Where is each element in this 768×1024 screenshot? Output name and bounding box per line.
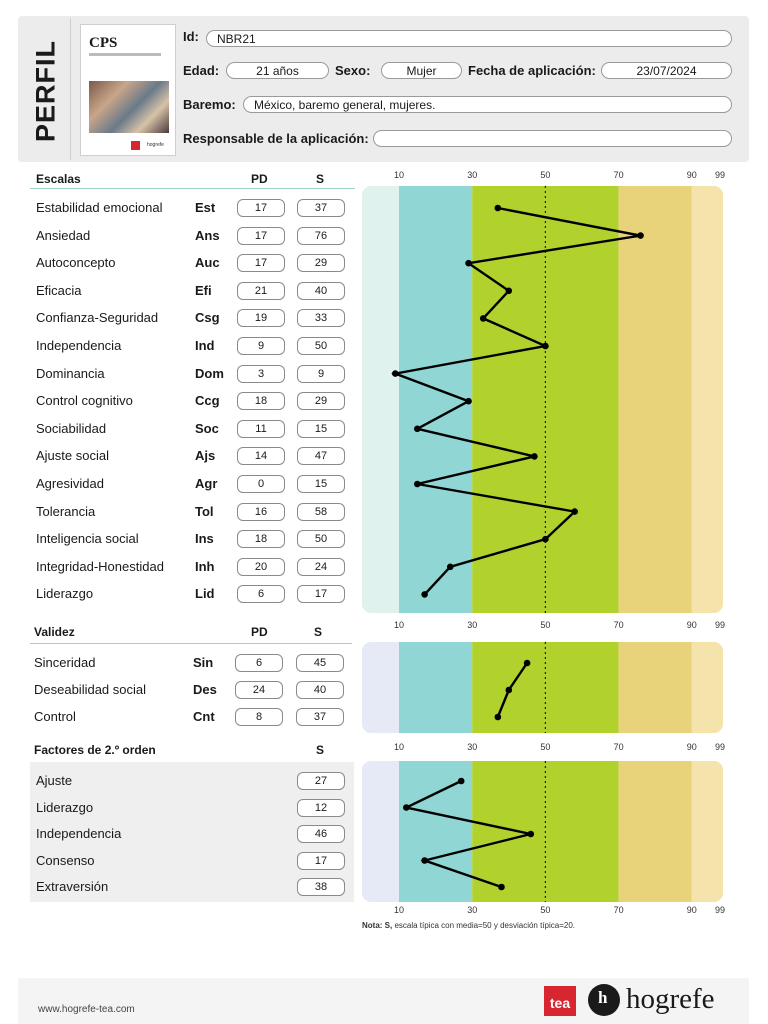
escala-name: Estabilidad emocional bbox=[36, 200, 163, 215]
validez-s[interactable]: 37 bbox=[296, 708, 344, 726]
escala-abbr: Efi bbox=[195, 282, 212, 298]
validez-col-s: S bbox=[314, 625, 323, 639]
escalas-point bbox=[414, 426, 421, 433]
escalas-point bbox=[447, 564, 454, 571]
factores-bottom-tick-label: 99 bbox=[714, 905, 726, 915]
escala-pd[interactable]: 17 bbox=[237, 227, 285, 245]
escala-abbr: Ind bbox=[195, 338, 215, 353]
factor-s[interactable]: 17 bbox=[297, 852, 345, 870]
cover-hogrefe-logo: hogrefe bbox=[147, 142, 164, 148]
factores-bottom-tick-label: 50 bbox=[540, 905, 551, 915]
perfil-side-title: PERFIL bbox=[30, 39, 61, 143]
edad-field[interactable]: 21 años bbox=[226, 62, 329, 79]
escala-pd[interactable]: 3 bbox=[237, 365, 285, 383]
validez-point bbox=[524, 660, 531, 667]
cover-title: CPS bbox=[89, 35, 118, 51]
escala-pd[interactable]: 18 bbox=[237, 392, 285, 410]
escalas-point bbox=[480, 315, 487, 322]
escalas-point bbox=[531, 453, 538, 460]
escala-pd[interactable]: 19 bbox=[237, 309, 285, 327]
escalas-point bbox=[414, 481, 421, 488]
nota-bold: Nota: S, bbox=[362, 921, 393, 930]
escala-abbr: Ins bbox=[195, 531, 214, 547]
factor-name: Liderazgo bbox=[36, 799, 94, 815]
escala-abbr: Dom bbox=[195, 365, 224, 381]
escala-pd[interactable]: 6 bbox=[237, 585, 285, 603]
escala-s[interactable]: 15 bbox=[297, 420, 345, 438]
baremo-label: Baremo: bbox=[183, 97, 236, 112]
id-field[interactable]: NBR21 bbox=[206, 30, 732, 47]
validez-point bbox=[506, 687, 513, 694]
escalas-top-tick-label: 30 bbox=[467, 170, 478, 180]
escala-abbr: Est bbox=[195, 200, 216, 215]
escala-pd[interactable]: 17 bbox=[237, 199, 285, 217]
escala-pd[interactable]: 14 bbox=[237, 447, 285, 465]
escala-name: Integridad-Honestidad bbox=[36, 558, 164, 574]
factores-bottom-tick-label: 10 bbox=[393, 905, 405, 915]
responsable-label: Responsable de la aplicación: bbox=[183, 131, 369, 146]
tea-logo: tea bbox=[544, 986, 576, 1016]
factores-bands bbox=[362, 761, 723, 902]
escala-abbr: Inh bbox=[195, 558, 215, 574]
escalas-band-very-high bbox=[692, 186, 723, 613]
escala-name: Liderazgo bbox=[36, 586, 94, 602]
escalas-top-tick-label: 90 bbox=[686, 170, 697, 180]
factores-bottom-tick-label: 30 bbox=[467, 905, 478, 915]
validez-band-very-high bbox=[692, 642, 723, 733]
escala-abbr: Ans bbox=[195, 227, 220, 243]
validez-title: Validez bbox=[34, 625, 75, 639]
escala-abbr: Lid bbox=[195, 586, 215, 602]
validez-top-tick-label: 90 bbox=[686, 620, 697, 630]
escala-s[interactable]: 58 bbox=[297, 503, 345, 521]
factor-s[interactable]: 12 bbox=[297, 799, 345, 817]
escalas-col-pd: PD bbox=[251, 172, 268, 186]
escalas-top-tick-label: 99 bbox=[714, 170, 726, 180]
validez-band-high bbox=[619, 642, 692, 733]
escala-abbr: Tol bbox=[195, 503, 214, 519]
validez-top-tick-label: 70 bbox=[613, 620, 624, 630]
escalas-point bbox=[542, 536, 549, 543]
factor-name: Extraversión bbox=[36, 879, 109, 894]
validez-abbr: Des bbox=[193, 682, 217, 697]
validez-top-tick-label: 50 bbox=[540, 620, 551, 630]
validez-top-tick-label: 99 bbox=[714, 620, 726, 630]
escala-name: Dominancia bbox=[36, 365, 105, 381]
sexo-field[interactable]: Mujer bbox=[381, 62, 462, 79]
escala-name: Inteligencia social bbox=[36, 531, 139, 547]
escala-name: Control cognitivo bbox=[36, 393, 133, 409]
escala-pd[interactable]: 16 bbox=[237, 503, 285, 521]
factores-top-tick-label: 10 bbox=[393, 742, 405, 752]
validez-pd[interactable]: 24 bbox=[235, 681, 283, 699]
escala-s[interactable]: 40 bbox=[297, 282, 345, 300]
escala-pd[interactable]: 11 bbox=[237, 420, 285, 438]
escala-s[interactable]: 50 bbox=[297, 530, 345, 548]
escala-name: Independencia bbox=[36, 338, 122, 353]
validez-name: Deseabilidad social bbox=[34, 682, 147, 697]
escala-s[interactable]: 24 bbox=[297, 558, 345, 576]
factores-title: Factores de 2.º orden bbox=[34, 743, 156, 757]
escala-name: Eficacia bbox=[36, 282, 82, 298]
escala-s[interactable]: 29 bbox=[297, 254, 345, 272]
validez-top-tick-label: 10 bbox=[393, 620, 405, 630]
fecha-field[interactable]: 23/07/2024 bbox=[601, 62, 732, 79]
validez-band-very-low bbox=[362, 642, 399, 733]
escala-name: Agresividad bbox=[36, 476, 104, 491]
escalas-band-very-low bbox=[362, 186, 399, 613]
escala-name: Sociabilidad bbox=[36, 420, 107, 436]
escala-name: Ansiedad bbox=[36, 227, 91, 243]
escala-name: Autoconcepto bbox=[36, 255, 116, 271]
factores-point bbox=[403, 804, 410, 811]
escala-s[interactable]: 33 bbox=[297, 309, 345, 327]
baremo-field[interactable]: México, baremo general, mujeres. bbox=[243, 96, 732, 113]
escalas-point bbox=[571, 508, 578, 515]
escala-pd[interactable]: 21 bbox=[237, 282, 285, 300]
validez-abbr: Sin bbox=[193, 655, 214, 670]
fecha-label: Fecha de aplicación: bbox=[468, 63, 596, 78]
footer-url[interactable]: www.hogrefe-tea.com bbox=[38, 1004, 135, 1015]
factor-s[interactable]: 38 bbox=[297, 878, 345, 896]
escala-s[interactable]: 17 bbox=[297, 585, 345, 603]
validez-top-tick-label: 30 bbox=[467, 620, 478, 630]
escala-abbr: Ccg bbox=[195, 393, 220, 409]
escalas-point bbox=[465, 398, 472, 405]
validez-s[interactable]: 45 bbox=[296, 654, 344, 672]
factores-point bbox=[527, 831, 534, 838]
escala-abbr: Agr bbox=[195, 476, 218, 491]
factores-bottom-tick-label: 70 bbox=[613, 905, 624, 915]
validez-point bbox=[495, 714, 502, 721]
escala-s[interactable]: 37 bbox=[297, 199, 345, 217]
escala-name: Confianza-Seguridad bbox=[36, 310, 159, 326]
escala-pd[interactable]: 18 bbox=[237, 530, 285, 548]
escala-s[interactable]: 29 bbox=[297, 392, 345, 410]
escala-pd[interactable]: 0 bbox=[237, 475, 285, 493]
validez-name: Control bbox=[34, 709, 76, 724]
factores-point bbox=[498, 884, 505, 891]
validez-pd[interactable]: 8 bbox=[235, 708, 283, 726]
escala-abbr: Csg bbox=[195, 310, 220, 326]
factor-s[interactable]: 46 bbox=[297, 825, 345, 843]
escala-s[interactable]: 9 bbox=[297, 365, 345, 383]
escalas-point bbox=[506, 288, 513, 295]
factores-top-tick-label: 30 bbox=[467, 742, 478, 752]
escalas-point bbox=[495, 205, 502, 212]
validez-s[interactable]: 40 bbox=[296, 681, 344, 699]
edad-label: Edad: bbox=[183, 63, 220, 78]
hogrefe-logo-glyph: h bbox=[598, 988, 608, 1007]
factor-name: Ajuste bbox=[36, 773, 73, 788]
factores-top-tick-label: 70 bbox=[613, 742, 624, 752]
hogrefe-wordmark: hogrefe bbox=[626, 983, 715, 1015]
escala-s[interactable]: 76 bbox=[297, 227, 345, 245]
factores-top-tick-label: 90 bbox=[686, 742, 697, 752]
escala-name: Ajuste social bbox=[36, 448, 109, 464]
factores-band-very-high bbox=[692, 761, 723, 902]
escalas-point bbox=[637, 232, 644, 239]
escala-s[interactable]: 47 bbox=[297, 447, 345, 465]
escalas-band-high bbox=[619, 186, 692, 613]
escalas-point bbox=[542, 343, 549, 350]
validez-col-pd: PD bbox=[251, 625, 268, 639]
factores-point bbox=[421, 857, 428, 864]
nota-text: escala típica con media=50 y desviación típica=20. bbox=[392, 921, 576, 930]
factores-top-tick-label: 99 bbox=[714, 742, 726, 752]
validez-pd[interactable]: 6 bbox=[235, 654, 283, 672]
escala-pd[interactable]: 20 bbox=[237, 558, 285, 576]
id-label: Id: bbox=[183, 29, 199, 44]
escala-pd[interactable]: 9 bbox=[237, 337, 285, 355]
escala-s[interactable]: 50 bbox=[297, 337, 345, 355]
factor-name: Independencia bbox=[36, 826, 122, 841]
factores-band-high bbox=[619, 761, 692, 902]
escalas-bands bbox=[362, 186, 723, 613]
factores-col-s: S bbox=[316, 743, 325, 757]
factor-name: Consenso bbox=[36, 852, 95, 868]
escalas-top-tick-label: 70 bbox=[613, 170, 624, 180]
escala-abbr: Ajs bbox=[195, 448, 216, 464]
validez-band-low bbox=[399, 642, 472, 733]
escalas-point bbox=[392, 370, 399, 377]
sexo-label: Sexo: bbox=[335, 63, 371, 78]
escala-pd[interactable]: 17 bbox=[237, 254, 285, 272]
escala-s[interactable]: 15 bbox=[297, 475, 345, 493]
validez-name: Sinceridad bbox=[34, 655, 96, 670]
factores-bottom-tick-label: 90 bbox=[686, 905, 697, 915]
escalas-top-tick-label: 10 bbox=[393, 170, 405, 180]
validez-bands bbox=[362, 642, 723, 733]
factores-band-very-low bbox=[362, 761, 399, 902]
factores-point bbox=[458, 778, 465, 785]
validez-abbr: Cnt bbox=[193, 709, 215, 724]
escalas-col-s: S bbox=[316, 172, 325, 186]
escalas-point bbox=[421, 591, 428, 598]
factor-s[interactable]: 27 bbox=[297, 772, 345, 790]
escala-abbr: Auc bbox=[195, 255, 220, 271]
escalas-point bbox=[465, 260, 472, 267]
escalas-title: Escalas bbox=[36, 172, 81, 186]
escalas-top-tick-label: 50 bbox=[540, 170, 551, 180]
nota bbox=[362, 921, 575, 930]
factores-top-tick-label: 50 bbox=[540, 742, 551, 752]
escala-name: Tolerancia bbox=[36, 503, 96, 519]
escala-abbr: Soc bbox=[195, 420, 219, 436]
